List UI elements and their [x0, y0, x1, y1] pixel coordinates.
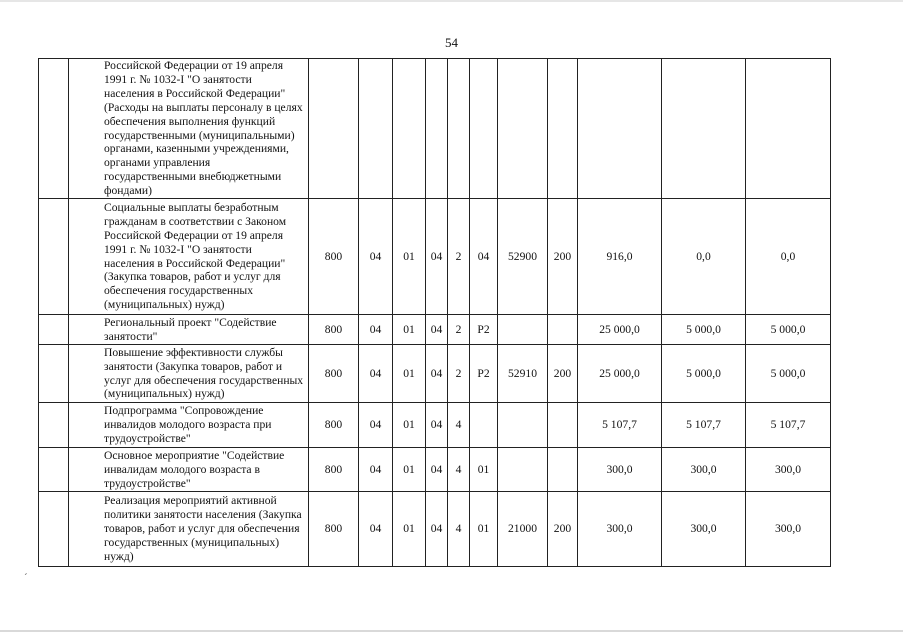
code-cell-c6: 04	[470, 199, 498, 315]
amount-cell-v2: 5 000,0	[662, 345, 746, 403]
amount-cell-v2	[662, 59, 746, 199]
table-row	[39, 448, 831, 492]
row-description: Основное мероприятие "Содействие инвалидам молодого возраста в трудоустройстве"	[69, 448, 309, 492]
row-description: Подпрограмма "Сопровождение инвалидов молодого возраста при трудоустройстве"	[69, 403, 309, 448]
budget-table	[38, 58, 831, 567]
table-row	[39, 59, 831, 199]
row-description: Повышение эффективности службы занятости (Закупка товаров, работ и услуг для обеспечения государственных (муниципальных) нужд)	[69, 345, 309, 403]
code-cell-c5: 2	[448, 315, 470, 345]
amount-cell-v3: 5 107,7	[746, 403, 831, 448]
code-cell-c7: 52900	[498, 199, 548, 315]
code-cell-c3: 01	[393, 492, 426, 567]
table-row	[39, 403, 831, 448]
row-index-cell	[39, 59, 69, 199]
code-cell-c1: 800	[309, 448, 359, 492]
code-cell-c3: 01	[393, 448, 426, 492]
code-cell-c7	[498, 315, 548, 345]
code-cell-c8: 200	[548, 199, 578, 315]
table-row	[39, 315, 831, 345]
code-cell-c6: 01	[470, 492, 498, 567]
code-cell-c6	[470, 403, 498, 448]
code-cell-c1: 800	[309, 199, 359, 315]
code-cell-c3: 01	[393, 345, 426, 403]
code-cell-c4: 04	[426, 492, 448, 567]
code-cell-c2: 04	[359, 448, 393, 492]
code-cell-c4: 04	[426, 315, 448, 345]
code-cell-c2: 04	[359, 315, 393, 345]
code-cell-c7	[498, 448, 548, 492]
code-cell-c5: 4	[448, 403, 470, 448]
scan-top-edge	[0, 0, 903, 2]
code-cell-c2: 04	[359, 492, 393, 567]
code-cell-c6: P2	[470, 345, 498, 403]
amount-cell-v2: 300,0	[662, 448, 746, 492]
amount-cell-v1: 300,0	[578, 448, 662, 492]
row-index-cell	[39, 403, 69, 448]
page-number: 54	[445, 35, 458, 50]
code-cell-c1: 800	[309, 403, 359, 448]
row-description: Социальные выплаты безработным гражданам в соответствии с Законом Российской Федерации от 19 апреля 1991 г. № 1032-I "О занятости населения в Российской Федерации" (Закупка товаров, работ и услуг для обеспечения государственных (муниципальных) нужд)	[69, 199, 309, 315]
code-cell-c4: 04	[426, 345, 448, 403]
code-cell-c2: 04	[359, 199, 393, 315]
row-index-cell	[39, 199, 69, 315]
code-cell-c7	[498, 403, 548, 448]
scan-bottom-edge	[0, 630, 903, 632]
table-row	[39, 199, 831, 315]
row-index-cell	[39, 345, 69, 403]
table-body	[39, 59, 831, 567]
scan-mark: ´	[24, 572, 28, 584]
code-cell-c4: 04	[426, 403, 448, 448]
row-index-cell	[39, 448, 69, 492]
code-cell-c4: 04	[426, 199, 448, 315]
amount-cell-v3: 300,0	[746, 448, 831, 492]
code-cell-c5: 2	[448, 199, 470, 315]
amount-cell-v2: 300,0	[662, 492, 746, 567]
amount-cell-v1: 300,0	[578, 492, 662, 567]
row-index-cell	[39, 315, 69, 345]
code-cell-c1	[309, 59, 359, 199]
code-cell-c3: 01	[393, 199, 426, 315]
code-cell-c6	[470, 59, 498, 199]
amount-cell-v1: 25 000,0	[578, 315, 662, 345]
row-description: Реализация мероприятий активной политики занятости населения (Закупка товаров, работ и услуг для обеспечения государственных (муниципальных) нужд)	[69, 492, 309, 567]
code-cell-c3: 01	[393, 403, 426, 448]
code-cell-c1: 800	[309, 345, 359, 403]
code-cell-c3: 01	[393, 315, 426, 345]
code-cell-c5	[448, 59, 470, 199]
code-cell-c2: 04	[359, 345, 393, 403]
amount-cell-v3: 5 000,0	[746, 315, 831, 345]
table-row	[39, 492, 831, 567]
code-cell-c6: P2	[470, 315, 498, 345]
code-cell-c8	[548, 315, 578, 345]
code-cell-c5: 4	[448, 492, 470, 567]
code-cell-c5: 4	[448, 448, 470, 492]
code-cell-c7	[498, 59, 548, 199]
code-cell-c1: 800	[309, 492, 359, 567]
amount-cell-v3	[746, 59, 831, 199]
table-row	[39, 345, 831, 403]
row-description: Российской Федерации от 19 апреля 1991 г. № 1032-I "О занятости населения в Российской Федерации" (Расходы на выплаты персоналу в целях обеспечения выполнения функций государственными (муниципальными) органами, казенными учреждениями, органами управления государственными внебюджетными фондами)	[69, 59, 309, 199]
code-cell-c4: 04	[426, 448, 448, 492]
code-cell-c8	[548, 448, 578, 492]
row-index-cell	[39, 492, 69, 567]
amount-cell-v1: 916,0	[578, 199, 662, 315]
code-cell-c5: 2	[448, 345, 470, 403]
row-description: Региональный проект "Содействие занятости"	[69, 315, 309, 345]
code-cell-c4	[426, 59, 448, 199]
amount-cell-v1	[578, 59, 662, 199]
code-cell-c2: 04	[359, 403, 393, 448]
code-cell-c2	[359, 59, 393, 199]
code-cell-c8: 200	[548, 345, 578, 403]
code-cell-c6: 01	[470, 448, 498, 492]
code-cell-c1: 800	[309, 315, 359, 345]
code-cell-c8: 200	[548, 492, 578, 567]
code-cell-c7: 21000	[498, 492, 548, 567]
amount-cell-v2: 0,0	[662, 199, 746, 315]
amount-cell-v3: 300,0	[746, 492, 831, 567]
code-cell-c8	[548, 59, 578, 199]
code-cell-c8	[548, 403, 578, 448]
code-cell-c3	[393, 59, 426, 199]
amount-cell-v3: 5 000,0	[746, 345, 831, 403]
amount-cell-v3: 0,0	[746, 199, 831, 315]
code-cell-c7: 52910	[498, 345, 548, 403]
amount-cell-v2: 5 107,7	[662, 403, 746, 448]
amount-cell-v1: 25 000,0	[578, 345, 662, 403]
amount-cell-v2: 5 000,0	[662, 315, 746, 345]
amount-cell-v1: 5 107,7	[578, 403, 662, 448]
